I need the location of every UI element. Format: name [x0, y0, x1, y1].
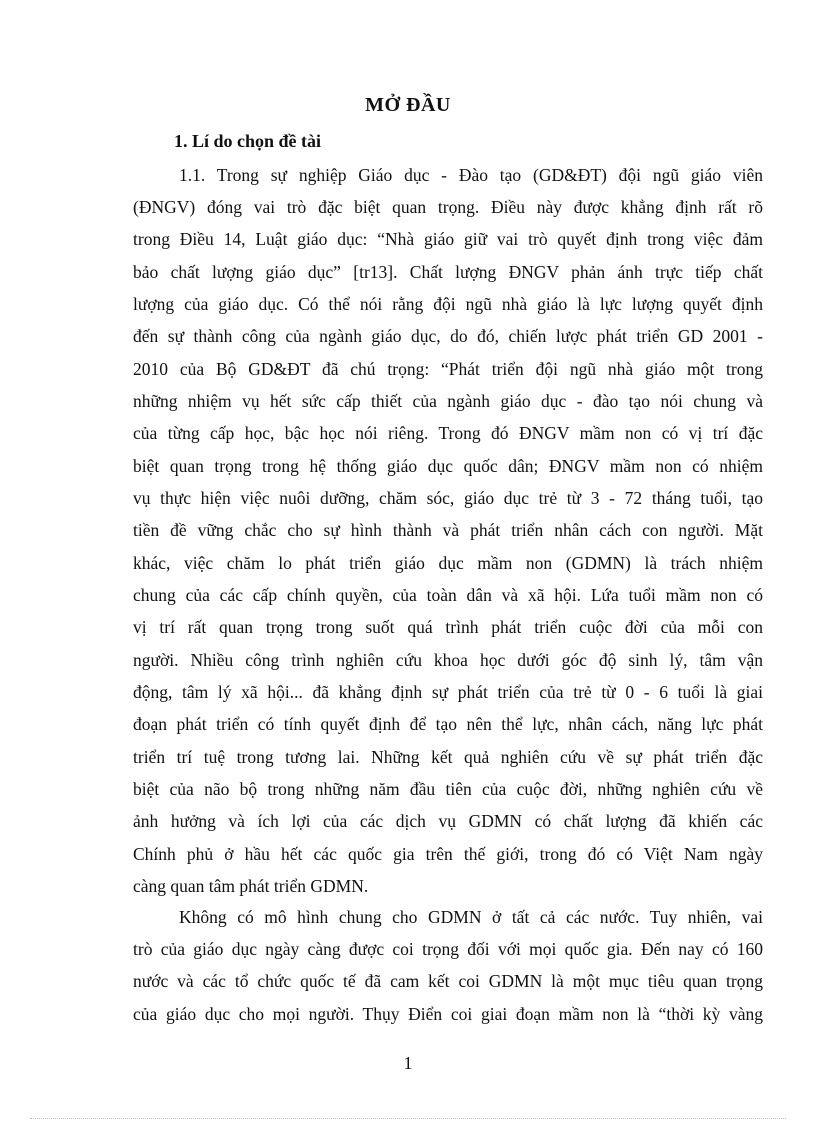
text-line: đoạn phát triển có tính quyết định để tạo nên thể lực, nhân cách, năng lực phát — [133, 714, 763, 734]
text-line: những nhiệm vụ hết sức cấp thiết của ngành giáo dục - đào tạo nói chung và — [133, 391, 763, 411]
text-line: (ĐNGV) đóng vai trò đặc biệt quan trọng. Điều này được khẳng định rất rõ — [133, 197, 763, 217]
document-title: MỞ ĐẦU — [365, 94, 451, 116]
text-line: của từng cấp học, bậc học nói riêng. Trong đó ĐNGV mầm non có vị trí đặc — [133, 423, 763, 443]
page-bottom-divider — [30, 1118, 786, 1119]
text-line: triển trí tuệ trong tương lai. Những kết quả nghiên cứu về sự phát triển đặc — [133, 747, 763, 767]
text-line: Không có mô hình chung cho GDMN ở tất cả các nước. Tuy nhiên, vai — [179, 907, 763, 927]
text-line: biệt của não bộ trong những năm đầu tiên của cuộc đời, những nghiên cứu về — [133, 779, 763, 799]
page-number: 1 — [403, 1053, 413, 1073]
text-line: của giáo dục cho mọi người. Thụy Điển coi giai đoạn mầm non là “thời kỳ vàng — [133, 1004, 763, 1024]
text-line: bảo chất lượng giáo dục” [tr13]. Chất lượng ĐNGV phản ánh trực tiếp chất — [133, 262, 763, 282]
text-line: trong Điều 14, Luật giáo dục: “Nhà giáo giữ vai trò quyết định trong việc đảm — [133, 229, 763, 249]
text-line: càng quan tâm phát triển GDMN. — [133, 876, 369, 896]
text-line: ảnh hưởng và ích lợi của các dịch vụ GDMN có chất lượng đã khiến các — [133, 811, 763, 831]
text-line: vụ thực hiện việc nuôi dưỡng, chăm sóc, giáo dục trẻ từ 3 - 72 tháng tuổi, tạo — [133, 488, 763, 508]
text-line: động, tâm lý xã hội... đã khẳng định sự phát triển của trẻ từ 0 - 6 tuổi là giai — [133, 682, 763, 702]
section-heading: 1. Lí do chọn đề tài — [174, 131, 322, 151]
text-line: khác, việc chăm lo phát triển giáo dục mầm non (GDMN) là trách nhiệm — [133, 553, 763, 573]
text-line: vị trí rất quan trọng trong suốt quá trình phát triển cuộc đời của mỗi con — [133, 617, 763, 637]
text-line: 2010 của Bộ GD&ĐT đã chú trọng: “Phát triển đội ngũ nhà giáo một trong — [133, 359, 763, 379]
text-line: chung của các cấp chính quyền, của toàn dân và xã hội. Lứa tuổi mầm non có — [133, 585, 763, 605]
text-line: lượng của giáo dục. Có thể nói rằng đội ngũ nhà giáo là lực lượng quyết định — [133, 294, 763, 314]
text-line: người. Nhiều công trình nghiên cứu khoa học dưới góc độ sinh lý, tâm vận — [133, 650, 763, 670]
text-line: đến sự thành công của ngành giáo dục, do đó, chiến lược phát triển GD 2001 - — [133, 326, 763, 346]
text-line: biệt quan trọng trong hệ thống giáo dục quốc dân; ĐNGV mầm non có nhiệm — [133, 456, 763, 476]
text-line: tiền đề vững chắc cho sự hình thành và phát triển nhân cách con người. Mặt — [133, 520, 763, 540]
text-line: nước và các tổ chức quốc tế đã cam kết coi GDMN là một mục tiêu quan trọng — [133, 971, 763, 991]
text-line: 1.1. Trong sự nghiệp Giáo dục - Đào tạo (GD&ĐT) đội ngũ giáo viên — [179, 165, 763, 185]
text-line: Chính phủ ở hầu hết các quốc gia trên thế giới, trong đó có Việt Nam ngày — [133, 844, 763, 864]
text-line: trò của giáo dục ngày càng được coi trọng đối với mọi quốc gia. Đến nay có 160 — [133, 939, 763, 959]
